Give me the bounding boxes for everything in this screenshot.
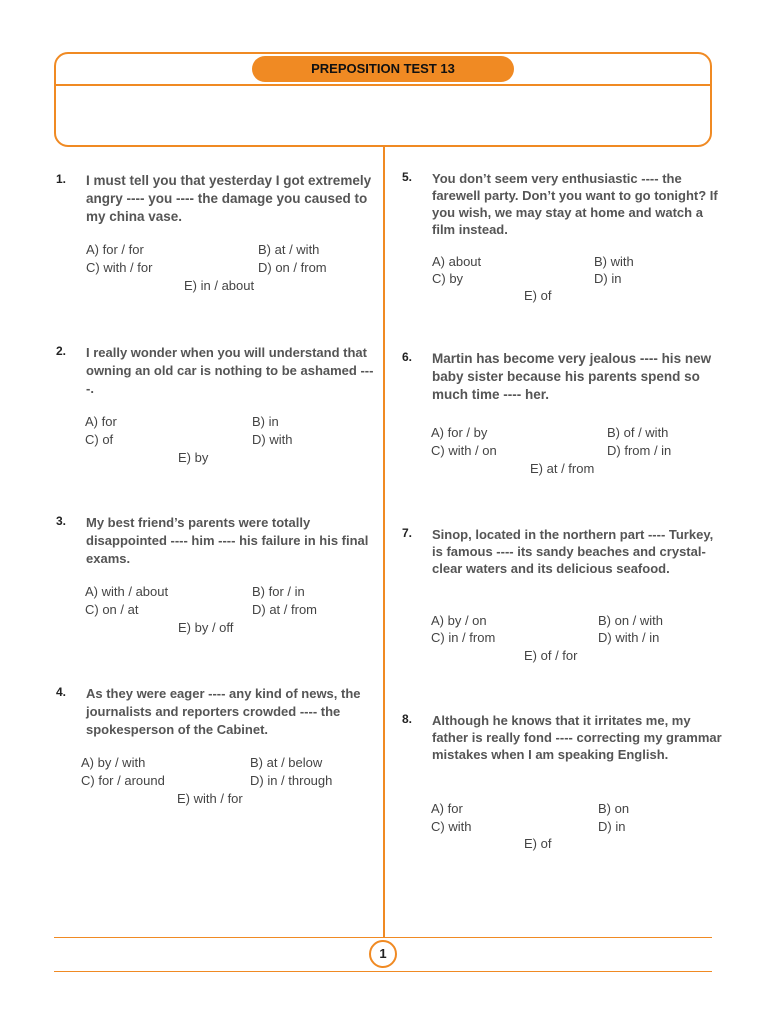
- question-number: 6.: [402, 350, 413, 364]
- question-4: [56, 685, 376, 815]
- option-a[interactable]: A) for / by: [431, 425, 488, 440]
- question-text: My best friend’s parents were totally disappointed ---- him ---- his failure in his final exams.: [86, 515, 369, 566]
- question-number: 8.: [402, 712, 413, 726]
- question-8: [402, 712, 722, 852]
- option-e[interactable]: E) of / for: [524, 648, 578, 663]
- option-d[interactable]: D) in: [594, 271, 622, 286]
- option-d[interactable]: D) in: [598, 819, 626, 834]
- option-b[interactable]: B) of / with: [607, 425, 669, 440]
- question-1: [56, 172, 376, 302]
- option-e[interactable]: E) by: [178, 450, 209, 465]
- question-6: [402, 350, 722, 480]
- option-e[interactable]: E) with / for: [177, 791, 243, 806]
- option-c[interactable]: C) with: [431, 819, 472, 834]
- option-e[interactable]: E) by / off: [178, 620, 234, 635]
- question-3: [56, 514, 376, 644]
- option-d[interactable]: D) with: [252, 432, 293, 447]
- question-number: 7.: [402, 526, 413, 540]
- option-a[interactable]: A) for / for: [86, 242, 144, 257]
- option-d[interactable]: D) from / in: [607, 443, 672, 458]
- question-number: 2.: [56, 344, 67, 358]
- option-b[interactable]: B) at / below: [250, 755, 323, 770]
- option-a[interactable]: A) by / with: [81, 755, 146, 770]
- option-c[interactable]: C) on / at: [85, 602, 139, 617]
- question-text: I must tell you that yesterday I got extremely angry ---- you ---- the damage you caused to my china vase.: [86, 173, 372, 224]
- option-c[interactable]: C) in / from: [431, 630, 496, 645]
- option-e[interactable]: E) in / about: [184, 278, 255, 293]
- question-number: 5.: [402, 170, 413, 184]
- option-e[interactable]: E) of: [524, 288, 552, 303]
- option-c[interactable]: C) with / on: [431, 443, 497, 458]
- option-c[interactable]: C) for / around: [81, 773, 165, 788]
- question-text: Sinop, located in the northern part ---- Turkey, is famous ---- its sandy beaches and crystal-clear waters and its delicious seafood.: [432, 527, 714, 576]
- option-a[interactable]: A) about: [432, 254, 482, 269]
- option-d[interactable]: D) in / through: [250, 773, 333, 788]
- question-2: [56, 344, 376, 474]
- question-text: As they were eager ---- any kind of news, the journalists and reporters crowded ---- the spokesperson of the Cabinet.: [86, 686, 361, 737]
- question-text: Martin has become very jealous ---- his new baby sister because his parents spend so much time ---- her.: [432, 351, 712, 402]
- header-divider: [54, 84, 712, 86]
- page-number: 1: [369, 940, 397, 968]
- question-5: [402, 170, 722, 305]
- question-number: 4.: [56, 685, 67, 699]
- footer-divider-bottom: [54, 971, 712, 972]
- option-a[interactable]: A) for: [85, 414, 117, 429]
- option-d[interactable]: D) on / from: [258, 260, 327, 275]
- question-text: Although he knows that it irritates me, my father is really fond ---- correcting my grammar mistakes when I am speaking English.: [432, 713, 722, 762]
- test-title: PREPOSITION TEST 13: [252, 56, 514, 82]
- option-b[interactable]: B) in: [252, 414, 279, 429]
- option-a[interactable]: A) by / on: [431, 613, 487, 628]
- option-c[interactable]: C) by: [432, 271, 464, 286]
- question-7: [402, 526, 722, 666]
- option-b[interactable]: B) with: [594, 254, 634, 269]
- option-e[interactable]: E) at / from: [530, 461, 595, 476]
- option-c[interactable]: C) of: [85, 432, 114, 447]
- option-b[interactable]: B) at / with: [258, 242, 320, 257]
- option-e[interactable]: E) of: [524, 836, 552, 851]
- option-b[interactable]: B) on: [598, 801, 630, 816]
- option-a[interactable]: A) for: [431, 801, 463, 816]
- option-a[interactable]: A) with / about: [85, 584, 169, 599]
- option-b[interactable]: B) for / in: [252, 584, 305, 599]
- column-divider: [383, 147, 385, 937]
- question-text: I really wonder when you will understand that owning an old car is nothing to be ashamed ----.: [86, 345, 374, 396]
- option-c[interactable]: C) with / for: [86, 260, 153, 275]
- question-text: You don’t seem very enthusiastic ---- the farewell party. Don’t you want to go tonight? If you wish, we may stay at home and watch a film instead.: [432, 171, 718, 237]
- option-d[interactable]: D) at / from: [252, 602, 318, 617]
- footer-divider-top: [54, 937, 712, 938]
- question-number: 1.: [56, 172, 67, 186]
- question-number: 3.: [56, 514, 67, 528]
- option-b[interactable]: B) on / with: [598, 613, 664, 628]
- option-d[interactable]: D) with / in: [598, 630, 660, 645]
